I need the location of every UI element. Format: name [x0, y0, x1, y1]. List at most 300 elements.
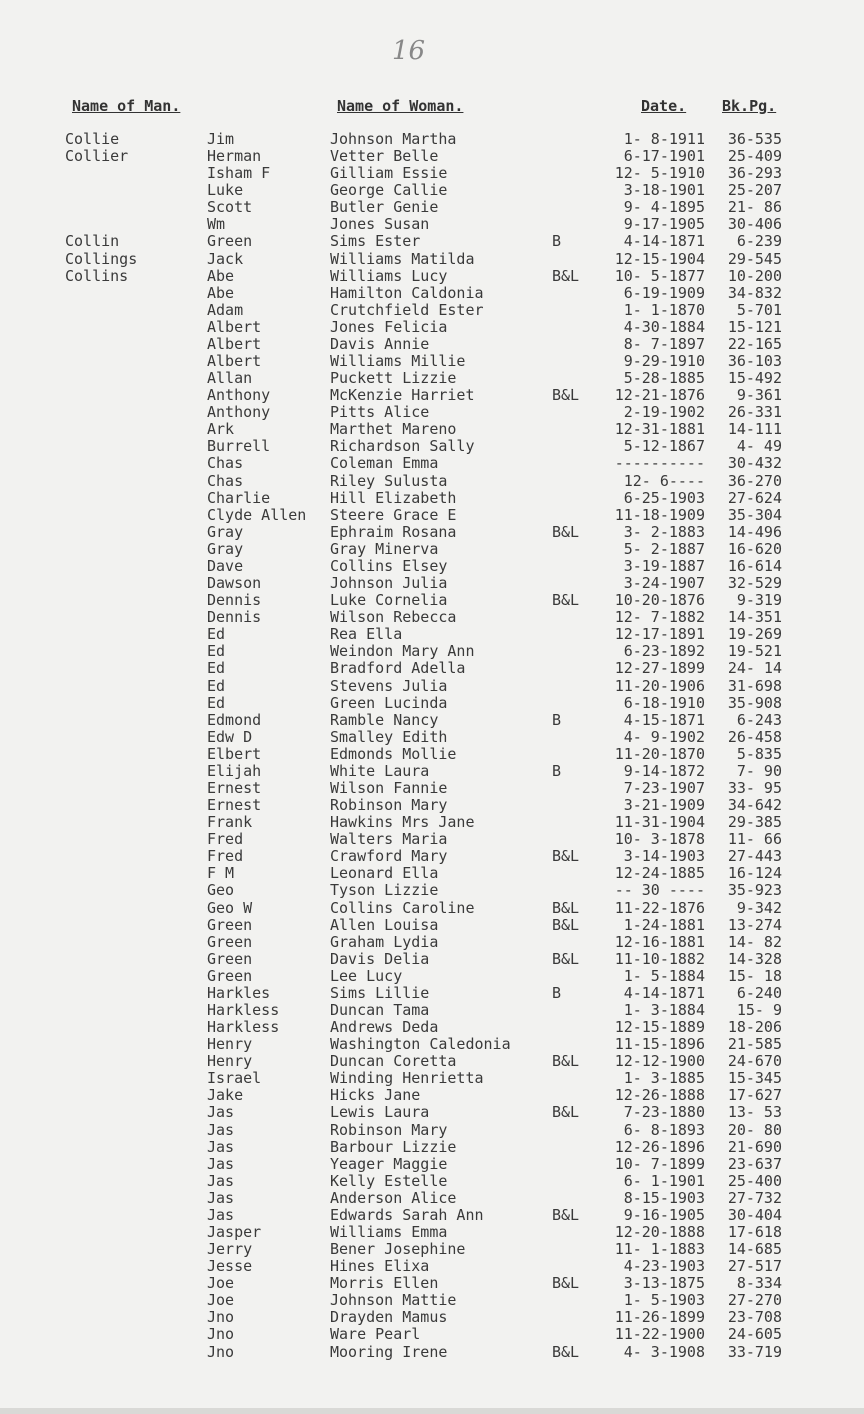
- book-page: 17-618: [727, 1223, 782, 1241]
- man-given-name: Anthony: [207, 403, 271, 422]
- man-given-name: Ed: [207, 642, 226, 661]
- record-note: B&L: [552, 915, 580, 934]
- man-given-name: Allan: [207, 369, 253, 388]
- book-page: 25-400: [727, 1171, 782, 1190]
- man-given-name: Gray: [207, 522, 244, 541]
- table-row: [0, 1036, 864, 1053]
- record-note: B&L: [552, 1274, 580, 1293]
- page-number: 16: [392, 36, 426, 66]
- man-given-name: Jake: [207, 1086, 244, 1105]
- man-given-name: Green: [207, 932, 253, 951]
- table-row: [0, 951, 864, 968]
- book-page: 23-708: [727, 1308, 782, 1327]
- book-page: 9-361: [736, 386, 782, 405]
- table-row: [0, 626, 864, 643]
- marriage-date: 4-14-1871: [623, 983, 705, 1002]
- woman-name: Williams Matilda: [330, 249, 475, 268]
- record-note: B&L: [552, 1103, 580, 1122]
- marriage-date: 6-17-1901: [623, 147, 705, 166]
- marriage-date: 11-10-1882: [614, 949, 705, 968]
- man-given-name: Jno: [207, 1342, 235, 1361]
- record-note: B: [552, 710, 562, 729]
- marriage-date: 1- 8-1911: [623, 130, 705, 148]
- book-page: 32-529: [727, 574, 782, 593]
- man-given-name: Herman: [207, 147, 262, 166]
- woman-name: Johnson Mattie: [330, 1291, 457, 1310]
- table-row: [0, 199, 864, 216]
- man-given-name: Burrell: [207, 437, 271, 456]
- man-given-name: Green: [207, 915, 253, 934]
- woman-name: Walters Maria: [330, 830, 448, 849]
- book-page: 26-331: [727, 403, 782, 422]
- marriage-date: 3-18-1901: [623, 181, 705, 200]
- woman-name: Crutchfield Ester: [330, 300, 484, 319]
- marriage-date: 11-26-1899: [614, 1308, 705, 1327]
- woman-name: Jones Susan: [330, 215, 430, 234]
- man-given-name: Elijah: [207, 761, 262, 780]
- woman-name: Lewis Laura: [330, 1103, 430, 1122]
- record-note: B&L: [552, 898, 580, 917]
- woman-name: Ware Pearl: [330, 1325, 421, 1344]
- woman-name: Yeager Maggie: [330, 1154, 448, 1173]
- man-given-name: Green: [207, 966, 253, 985]
- table-row: [0, 609, 864, 626]
- woman-name: Winding Henrietta: [330, 1069, 484, 1088]
- marriage-date: 7-23-1907: [623, 778, 705, 797]
- record-note: B&L: [552, 1052, 580, 1071]
- table-row: [0, 285, 864, 302]
- woman-name: Williams Emma: [330, 1223, 448, 1241]
- book-page: 27-517: [727, 1257, 782, 1276]
- table-row: [0, 182, 864, 199]
- marriage-date: 9- 4-1895: [623, 198, 705, 217]
- table-row: [0, 1190, 864, 1207]
- woman-name: Anderson Alice: [330, 1188, 457, 1207]
- book-page: 21-690: [727, 1137, 782, 1156]
- marriage-date: 6-23-1892: [623, 642, 705, 661]
- table-row: [0, 319, 864, 336]
- man-given-name: Henry: [207, 1052, 253, 1071]
- man-given-name: Fred: [207, 847, 244, 866]
- man-given-name: Chas: [207, 471, 244, 490]
- marriage-date: 8-15-1903: [623, 1188, 705, 1207]
- book-page: 33- 95: [727, 778, 782, 797]
- book-page: 15- 9: [736, 1000, 782, 1019]
- book-page: 14-328: [727, 949, 782, 968]
- book-page: 21-585: [727, 1035, 782, 1054]
- book-page: 4- 49: [736, 437, 782, 456]
- table-row: [0, 660, 864, 677]
- man-surname: Collier: [65, 147, 129, 166]
- woman-name: Steere Grace E: [330, 505, 457, 524]
- table-row: [0, 1156, 864, 1173]
- book-page: 14- 82: [727, 932, 782, 951]
- woman-name: Tyson Lizzie: [330, 881, 439, 900]
- marriage-date: 11-31-1904: [614, 813, 705, 832]
- book-page: 7- 90: [736, 761, 782, 780]
- book-page: 10-200: [727, 266, 782, 285]
- record-note: B: [552, 761, 562, 780]
- man-given-name: Anthony: [207, 386, 271, 405]
- man-given-name: Dennis: [207, 608, 262, 627]
- man-given-name: Jack: [207, 249, 244, 268]
- woman-name: Vetter Belle: [330, 147, 439, 166]
- table-row: [0, 1344, 864, 1361]
- book-page: 24- 14: [727, 659, 782, 678]
- man-given-name: Dave: [207, 556, 244, 575]
- woman-name: Wilson Rebecca: [330, 608, 457, 627]
- table-row: [0, 455, 864, 472]
- table-row: [0, 302, 864, 319]
- book-page: 26-458: [727, 727, 782, 746]
- marriage-date: 11- 1-1883: [614, 1240, 705, 1259]
- marriage-date: 11-20-1906: [614, 676, 705, 695]
- book-page: 9-319: [736, 591, 782, 610]
- man-surname: Collie: [65, 130, 120, 148]
- marriage-date: -- 30 ----: [614, 881, 705, 900]
- book-page: 36-103: [727, 352, 782, 371]
- book-page: 15-345: [727, 1069, 782, 1088]
- marriage-date: 12-16-1881: [614, 932, 705, 951]
- book-page: 11- 66: [727, 830, 782, 849]
- man-given-name: Edw D: [207, 727, 253, 746]
- book-page: 30-404: [727, 1205, 782, 1224]
- man-given-name: Jim: [207, 130, 235, 148]
- book-page: 36-293: [727, 164, 782, 183]
- man-given-name: Jas: [207, 1120, 235, 1139]
- marriage-date: 12-20-1888: [614, 1223, 705, 1241]
- marriage-date: 5- 2-1887: [623, 539, 705, 558]
- book-page: 6-243: [736, 710, 782, 729]
- marriage-date: 12- 7-1882: [614, 608, 705, 627]
- man-given-name: Geo: [207, 881, 235, 900]
- woman-name: Sims Lillie: [330, 983, 430, 1002]
- book-page: 35-923: [727, 881, 782, 900]
- record-note: B&L: [552, 1205, 580, 1224]
- book-page: 24-605: [727, 1325, 782, 1344]
- man-given-name: Abe: [207, 266, 235, 285]
- table-row: [0, 370, 864, 387]
- table-row: [0, 541, 864, 558]
- woman-name: Davis Annie: [330, 334, 430, 353]
- woman-name: Richardson Sally: [330, 437, 475, 456]
- book-page: 30-432: [727, 454, 782, 473]
- man-surname: Collings: [65, 249, 138, 268]
- man-given-name: Jas: [207, 1171, 235, 1190]
- marriage-date: 1- 3-1885: [623, 1069, 705, 1088]
- man-given-name: Wm: [207, 215, 226, 234]
- woman-name: McKenzie Harriet: [330, 386, 475, 405]
- marriage-date: 12-15-1904: [614, 249, 705, 268]
- woman-name: Coleman Emma: [330, 454, 439, 473]
- book-page: 30-406: [727, 215, 782, 234]
- woman-name: Weindon Mary Ann: [330, 642, 475, 661]
- table-row: [0, 746, 864, 763]
- book-page: 25-207: [727, 181, 782, 200]
- table-row: [0, 643, 864, 660]
- man-given-name: Fred: [207, 830, 244, 849]
- man-given-name: Harkless: [207, 1000, 280, 1019]
- record-note: B&L: [552, 847, 580, 866]
- man-given-name: Ark: [207, 420, 235, 439]
- woman-name: Butler Genie: [330, 198, 439, 217]
- man-given-name: Isham F: [207, 164, 271, 183]
- table-row: [0, 524, 864, 541]
- table-row: [0, 882, 864, 899]
- man-given-name: Ernest: [207, 778, 262, 797]
- marriage-date: ----------: [614, 454, 705, 473]
- table-row: [0, 1139, 864, 1156]
- marriage-date: 12-12-1900: [614, 1052, 705, 1071]
- woman-name: Collins Elsey: [330, 556, 448, 575]
- table-row: [0, 848, 864, 865]
- woman-name: Andrews Deda: [330, 1018, 439, 1037]
- table-row: [0, 1122, 864, 1139]
- table-row: [0, 1070, 864, 1087]
- woman-name: Wilson Fannie: [330, 778, 448, 797]
- book-page: 29-385: [727, 813, 782, 832]
- table-row: [0, 814, 864, 831]
- woman-name: Stevens Julia: [330, 676, 448, 695]
- woman-name: Gray Minerva: [330, 539, 439, 558]
- marriage-date: 1-24-1881: [623, 915, 705, 934]
- woman-name: Duncan Coretta: [330, 1052, 457, 1071]
- record-note: B&L: [552, 1342, 580, 1361]
- woman-name: White Laura: [330, 761, 430, 780]
- table-row: [0, 353, 864, 370]
- man-given-name: Joe: [207, 1274, 235, 1293]
- record-note: B&L: [552, 266, 580, 285]
- marriage-date: 10- 7-1899: [614, 1154, 705, 1173]
- marriage-date: 11-15-1896: [614, 1035, 705, 1054]
- marriage-date: 6-18-1910: [623, 693, 705, 712]
- book-page: 27-270: [727, 1291, 782, 1310]
- woman-name: Washington Caledonia: [330, 1035, 511, 1054]
- book-page: 35-304: [727, 505, 782, 524]
- man-given-name: Dawson: [207, 574, 262, 593]
- woman-name: Sims Ester: [330, 232, 421, 251]
- man-given-name: Joe: [207, 1291, 235, 1310]
- book-page: 9-342: [736, 898, 782, 917]
- man-given-name: Abe: [207, 283, 235, 302]
- man-given-name: Ed: [207, 676, 226, 695]
- man-given-name: Ernest: [207, 796, 262, 815]
- book-page: 15-492: [727, 369, 782, 388]
- book-page: 29-545: [727, 249, 782, 268]
- table-row: [0, 165, 864, 182]
- man-given-name: Albert: [207, 317, 262, 336]
- book-page: 27-624: [727, 488, 782, 507]
- record-note: B&L: [552, 522, 580, 541]
- woman-name: Robinson Mary: [330, 796, 448, 815]
- man-given-name: Jas: [207, 1205, 235, 1224]
- book-page: 36-535: [727, 130, 782, 148]
- table-row: [0, 780, 864, 797]
- woman-name: Leonard Ella: [330, 864, 439, 883]
- table-row: [0, 421, 864, 438]
- table-row: [0, 131, 864, 148]
- woman-name: Mooring Irene: [330, 1342, 448, 1361]
- marriage-date: 1- 5-1884: [623, 966, 705, 985]
- woman-name: Ephraim Rosana: [330, 522, 457, 541]
- table-row: [0, 1258, 864, 1275]
- table-row: [0, 233, 864, 250]
- man-given-name: Geo W: [207, 898, 253, 917]
- woman-name: Hicks Jane: [330, 1086, 421, 1105]
- table-row: [0, 985, 864, 1002]
- table-row: [0, 712, 864, 729]
- table-row: [0, 148, 864, 165]
- header-date: Date.: [641, 97, 687, 115]
- marriage-date: 3-24-1907: [623, 574, 705, 593]
- page-bottom-edge: [0, 1408, 864, 1414]
- man-given-name: Harkles: [207, 983, 271, 1002]
- marriage-date: 12-31-1881: [614, 420, 705, 439]
- man-given-name: Luke: [207, 181, 244, 200]
- header-name-of-man: Name of Man.: [72, 97, 181, 115]
- marriage-date: 4- 9-1902: [623, 727, 705, 746]
- woman-name: Edmonds Mollie: [330, 744, 457, 763]
- book-page: 18-206: [727, 1018, 782, 1037]
- woman-name: Puckett Lizzie: [330, 369, 457, 388]
- man-given-name: Clyde Allen: [207, 505, 307, 524]
- man-given-name: Scott: [207, 198, 253, 217]
- woman-name: Collins Caroline: [330, 898, 475, 917]
- book-page: 19-521: [727, 642, 782, 661]
- book-page: 14-496: [727, 522, 782, 541]
- table-row: [0, 490, 864, 507]
- table-row: [0, 558, 864, 575]
- woman-name: George Callie: [330, 181, 448, 200]
- book-page: 16-614: [727, 556, 782, 575]
- marriage-date: 1- 5-1903: [623, 1291, 705, 1310]
- marriage-date: 9-16-1905: [623, 1205, 705, 1224]
- marriage-date: 4-15-1871: [623, 710, 705, 729]
- table-row: [0, 1326, 864, 1343]
- table-row: [0, 216, 864, 233]
- man-given-name: Jno: [207, 1308, 235, 1327]
- marriage-date: 6-19-1909: [623, 283, 705, 302]
- marriage-date: 3-19-1887: [623, 556, 705, 575]
- man-given-name: Charlie: [207, 488, 271, 507]
- marriage-date: 1- 1-1870: [623, 300, 705, 319]
- table-row: [0, 1053, 864, 1070]
- book-page: 36-270: [727, 471, 782, 490]
- record-note: B: [552, 983, 562, 1002]
- woman-name: Rea Ella: [330, 625, 403, 644]
- man-given-name: Harkless: [207, 1018, 280, 1037]
- table-row: [0, 1292, 864, 1309]
- woman-name: Riley Sulusta: [330, 471, 448, 490]
- table-row: [0, 865, 864, 882]
- woman-name: Kelly Estelle: [330, 1171, 448, 1190]
- marriage-date: 11-20-1870: [614, 744, 705, 763]
- marriage-date: 3-21-1909: [623, 796, 705, 815]
- marriage-date: 11-18-1909: [614, 505, 705, 524]
- marriage-date: 12- 6----: [623, 471, 705, 490]
- man-given-name: Green: [207, 949, 253, 968]
- woman-name: Drayden Mamus: [330, 1308, 448, 1327]
- marriage-date: 12-24-1885: [614, 864, 705, 883]
- woman-name: Green Lucinda: [330, 693, 448, 712]
- man-given-name: Jesse: [207, 1257, 253, 1276]
- woman-name: Lee Lucy: [330, 966, 403, 985]
- man-surname: Collins: [65, 266, 129, 285]
- table-row: [0, 438, 864, 455]
- table-row: [0, 797, 864, 814]
- book-page: 19-269: [727, 625, 782, 644]
- marriage-date: 9-14-1872: [623, 761, 705, 780]
- table-row: [0, 934, 864, 951]
- marriage-date: 12-26-1896: [614, 1137, 705, 1156]
- table-row: [0, 900, 864, 917]
- woman-name: Marthet Mareno: [330, 420, 457, 439]
- man-surname: Collin: [65, 232, 120, 251]
- table-row: [0, 729, 864, 746]
- man-given-name: Jas: [207, 1137, 235, 1156]
- book-page: 5-701: [736, 300, 782, 319]
- woman-name: Johnson Julia: [330, 574, 448, 593]
- man-given-name: Ed: [207, 693, 226, 712]
- man-given-name: Adam: [207, 300, 244, 319]
- man-given-name: Elbert: [207, 744, 262, 763]
- table-row: [0, 1224, 864, 1241]
- table-row: [0, 968, 864, 985]
- woman-name: Ramble Nancy: [330, 710, 439, 729]
- woman-name: Gilliam Essie: [330, 164, 448, 183]
- table-row: [0, 763, 864, 780]
- table-row: [0, 592, 864, 609]
- table-row: [0, 404, 864, 421]
- book-page: 20- 80: [727, 1120, 782, 1139]
- table-row: [0, 1087, 864, 1104]
- table-row: [0, 1275, 864, 1292]
- woman-name: Hill Elizabeth: [330, 488, 457, 507]
- marriage-date: 12-27-1899: [614, 659, 705, 678]
- woman-name: Duncan Tama: [330, 1000, 430, 1019]
- marriage-date: 10-20-1876: [614, 591, 705, 610]
- book-page: 31-698: [727, 676, 782, 695]
- man-given-name: Jas: [207, 1103, 235, 1122]
- book-page: 8-334: [736, 1274, 782, 1293]
- table-row: [0, 1002, 864, 1019]
- table-row: [0, 1019, 864, 1036]
- marriage-date: 1- 3-1884: [623, 1000, 705, 1019]
- book-page: 34-832: [727, 283, 782, 302]
- book-page: 15- 18: [727, 966, 782, 985]
- marriage-date: 12-26-1888: [614, 1086, 705, 1105]
- marriage-date: 4-30-1884: [623, 317, 705, 336]
- marriage-date: 4-14-1871: [623, 232, 705, 251]
- book-page: 5-835: [736, 744, 782, 763]
- book-page: 14-685: [727, 1240, 782, 1259]
- woman-name: Davis Delia: [330, 949, 430, 968]
- marriage-date: 6- 1-1901: [623, 1171, 705, 1190]
- table-row: [0, 473, 864, 490]
- marriage-date: 6- 8-1893: [623, 1120, 705, 1139]
- marriage-records-list: [0, 131, 864, 1361]
- marriage-date: 3-13-1875: [623, 1274, 705, 1293]
- marriage-date: 10- 3-1878: [614, 830, 705, 849]
- marriage-date: 4-23-1903: [623, 1257, 705, 1276]
- woman-name: Pitts Alice: [330, 403, 430, 422]
- book-page: 16-620: [727, 539, 782, 558]
- marriage-date: 6-25-1903: [623, 488, 705, 507]
- table-row: [0, 1173, 864, 1190]
- marriage-date: 9-17-1905: [623, 215, 705, 234]
- table-row: [0, 695, 864, 712]
- woman-name: Williams Lucy: [330, 266, 448, 285]
